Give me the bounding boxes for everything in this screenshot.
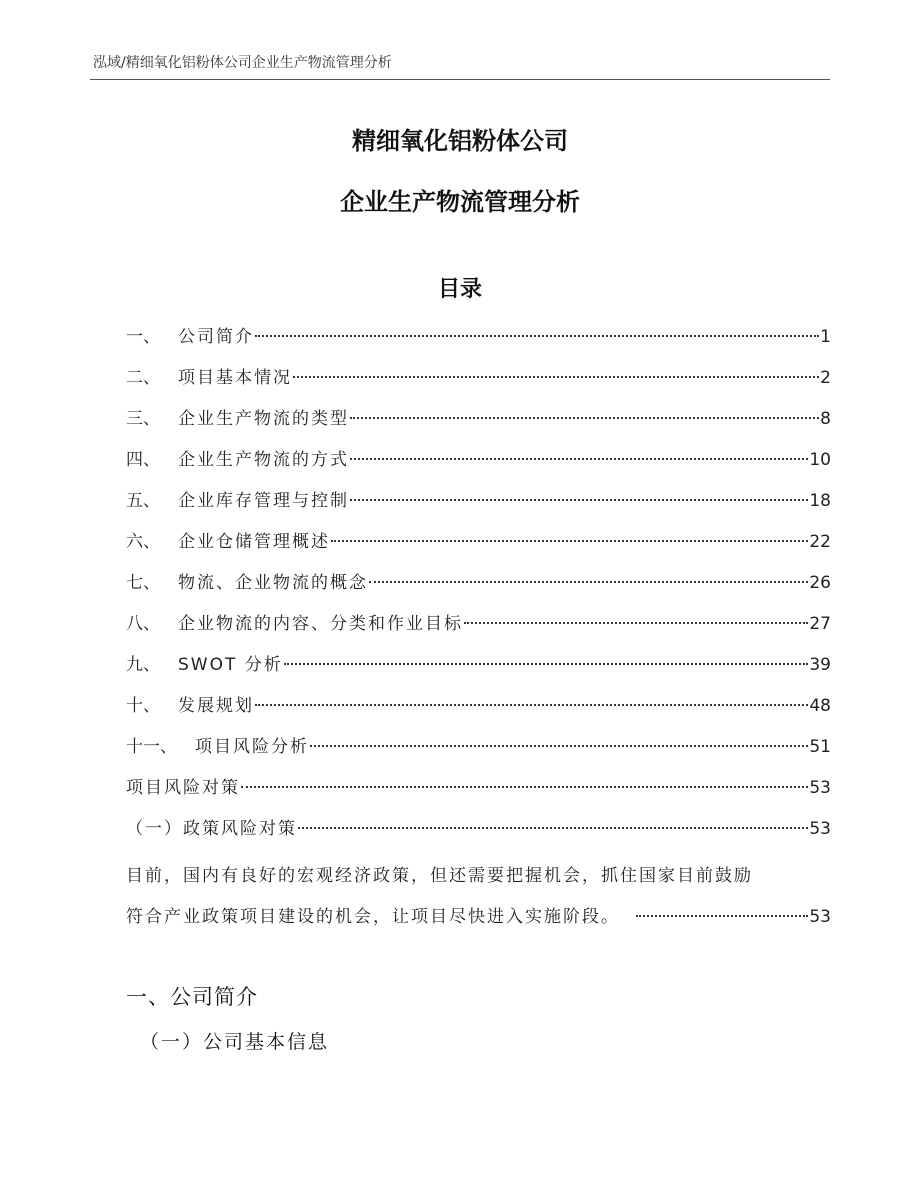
toc-entry-7[interactable]	[126, 569, 831, 610]
toc-entry-number: 十、	[126, 696, 160, 716]
toc-entry-page: 51	[809, 737, 831, 757]
toc-entry-page: 18	[809, 491, 831, 511]
toc-entry-label: 项目风险对策	[126, 778, 240, 798]
toc-entry-6[interactable]	[126, 528, 831, 569]
toc-entry-12[interactable]	[126, 774, 831, 815]
toc-entry-label: 符合产业政策项目建设的机会，让项目尽快进入实施阶段。	[126, 907, 620, 927]
toc-entry-8[interactable]	[126, 610, 831, 651]
toc-entry-page: 1	[820, 327, 831, 347]
running-header: 泓域/精细氧化铝粉体公司企业生产物流管理分析	[93, 55, 392, 71]
toc-dot-leader	[241, 786, 808, 788]
toc-entry-page: 53	[809, 819, 831, 839]
toc-entry-number: 九、	[126, 655, 160, 675]
toc-entry-number: 十一、	[126, 737, 177, 757]
toc-entry-number: 五、	[126, 491, 160, 511]
toc-entry-1[interactable]	[126, 323, 831, 364]
toc-entry-page: 48	[809, 696, 831, 716]
toc-entry-4[interactable]	[126, 446, 831, 487]
toc-entry-page: 2	[820, 368, 831, 388]
toc-entry-5[interactable]	[126, 487, 831, 528]
toc-dot-leader	[298, 827, 808, 829]
toc-dot-leader	[636, 915, 808, 917]
header-rule	[90, 79, 830, 80]
subsection-heading: （一）公司基本信息	[140, 1031, 330, 1053]
toc-entry-9[interactable]	[126, 651, 831, 692]
toc-paragraph-entry-line2[interactable]	[126, 897, 831, 938]
toc-entry-label: 企业生产物流的类型	[178, 409, 349, 429]
toc-entry-page: 53	[809, 778, 831, 798]
toc-entry-number: 八、	[126, 614, 160, 634]
toc-entry-label: 发展规划	[178, 696, 254, 716]
toc-entry-label: 企业库存管理与控制	[178, 491, 349, 511]
toc-dot-leader	[350, 499, 808, 501]
toc-entry-label: 企业物流的内容、分类和作业目标	[178, 614, 463, 634]
toc-entry-label: 物流、企业物流的概念	[178, 573, 368, 593]
toc-entry-page: 53	[809, 907, 831, 927]
toc-dot-leader	[284, 663, 809, 665]
toc-entry-label: 企业仓储管理概述	[178, 532, 330, 552]
toc-entry-10[interactable]	[126, 692, 831, 733]
toc-entry-label: 项目基本情况	[178, 368, 292, 388]
toc-entry-label: 项目风险分析	[195, 737, 309, 757]
toc-dot-leader	[464, 622, 808, 624]
toc-entry-page: 22	[809, 532, 831, 552]
toc-entry-number: 一、	[126, 327, 160, 347]
toc-entry-page: 26	[809, 573, 831, 593]
toc-heading: 目录	[437, 277, 482, 302]
toc-dot-leader	[350, 458, 808, 460]
toc-paragraph-entry-line1[interactable]: 目前，国内有良好的宏观经济政策，但还需要把握机会，抓住国家目前鼓励	[126, 866, 753, 886]
document-title-line2: 企业生产物流管理分析	[340, 188, 580, 216]
section-heading: 一、公司简介	[126, 985, 258, 1009]
table-of-contents	[126, 323, 831, 938]
toc-entry-label: （一）政策风险对策	[126, 819, 297, 839]
toc-dot-leader	[310, 745, 808, 747]
toc-entry-number: 三、	[126, 409, 160, 429]
toc-entry-number: 六、	[126, 532, 160, 552]
toc-entry-page: 27	[809, 614, 831, 634]
document-title-line1: 精细氧化铝粉体公司	[352, 127, 568, 155]
toc-entry-2[interactable]	[126, 364, 831, 405]
toc-dot-leader	[331, 540, 808, 542]
toc-entry-13[interactable]	[126, 815, 831, 856]
toc-entry-number: 七、	[126, 573, 160, 593]
toc-entry-number: 二、	[126, 368, 160, 388]
toc-dot-leader	[369, 581, 808, 583]
toc-entry-page: 8	[820, 409, 831, 429]
toc-dot-leader	[255, 335, 819, 337]
toc-entry-page: 39	[809, 655, 831, 675]
toc-entry-page: 10	[809, 450, 831, 470]
toc-dot-leader	[255, 704, 808, 706]
toc-entry-label: SWOT 分析	[178, 655, 283, 675]
toc-dot-leader	[350, 417, 819, 419]
toc-dot-leader	[293, 376, 819, 378]
toc-entry-11[interactable]	[126, 733, 831, 774]
toc-entry-3[interactable]	[126, 405, 831, 446]
toc-entry-number: 四、	[126, 450, 160, 470]
toc-entry-label: 企业生产物流的方式	[178, 450, 349, 470]
toc-entry-label: 公司简介	[178, 327, 254, 347]
